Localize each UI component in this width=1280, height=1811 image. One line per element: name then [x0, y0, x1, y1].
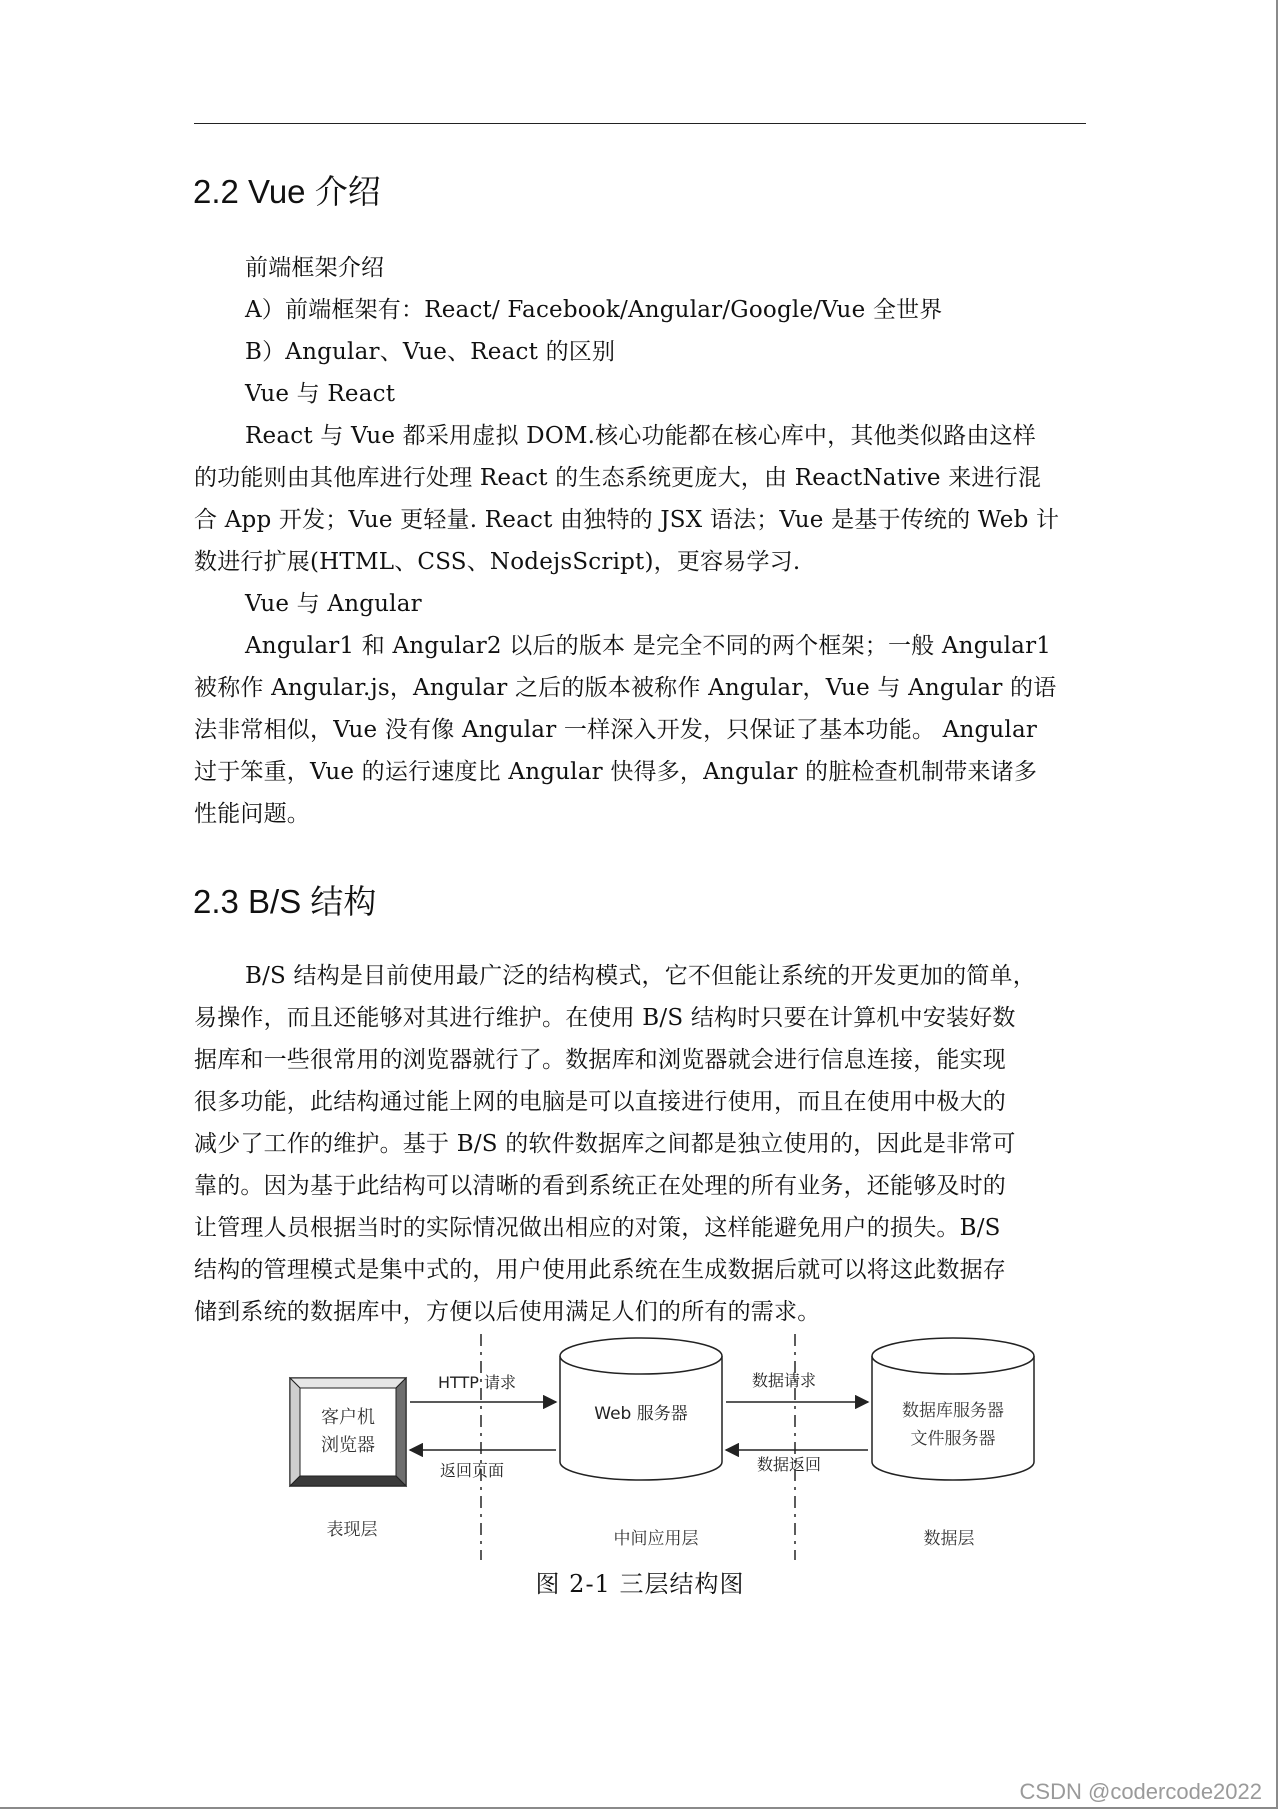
section-heading-bs: 2.3 B/S 结构 — [193, 883, 377, 920]
bs-line-8: 储到系统的数据库中，方便以后使用满足人们的所有的需求。 — [194, 1299, 821, 1325]
vue-line-1: A）前端框架有：React/ Facebook/Angular/Google/Vue 全世界 — [245, 297, 943, 323]
bs-line-7: 结构的管理模式是集中式的，用户使用此系统在生成数据后就可以将这此数据存 — [194, 1257, 1006, 1283]
vue-line-12: 过于笨重，Vue 的运行速度比 Angular 快得多，Angular 的脏检查机制带来诸多 — [194, 759, 1038, 785]
web-server-label: Web 服务器 — [594, 1404, 688, 1424]
layer-middle-label: 中间应用层 — [613, 1529, 699, 1549]
bs-line-1: 易操作，而且还能够对其进行维护。在使用 B/S 结构时只要在计算机中安装好数 — [194, 1005, 1016, 1031]
vue-line-2: B）Angular、Vue、React 的区别 — [245, 339, 616, 365]
three-tier-diagram — [280, 1330, 1110, 1570]
bs-line-4: 减少了工作的维护。基于 B/S 的软件数据库之间都是独立使用的，因此是非常可 — [194, 1131, 1016, 1157]
client-browser-box — [290, 1378, 406, 1486]
vue-line-7: 数进行扩展(HTML、CSS、NodejsScript)，更容易学习. — [194, 549, 801, 575]
bs-line-5: 靠的。因为基于此结构可以清晰的看到系统正在处理的所有业务，还能够及时的 — [194, 1173, 1006, 1199]
bs-line-2: 据库和一些很常用的浏览器就行了。数据库和浏览器就会进行信息连接，能实现 — [194, 1047, 1006, 1073]
return-page-label: 返回页面 — [440, 1461, 505, 1480]
bs-line-3: 很多功能，此结构通过能上网的电脑是可以直接进行使用，而且在使用中极大的 — [194, 1089, 1006, 1115]
header-rule — [194, 123, 1086, 124]
vue-line-5: 的功能则由其他库进行处理 React 的生态系统更庞大，由 ReactNative 来进行混 — [194, 465, 1042, 491]
layer-presentation-label: 表现层 — [326, 1520, 378, 1540]
layer-data-label: 数据层 — [923, 1529, 975, 1549]
data-request-label: 数据请求 — [752, 1371, 817, 1390]
csdn-watermark: CSDN @codercode2022 — [1019, 1779, 1262, 1804]
vue-line-10: 被称作 Angular.js，Angular 之后的版本被称作 Angular，Vue 与 Angular 的语 — [194, 675, 1057, 701]
section-heading-vue: 2.2 Vue 介绍 — [193, 173, 381, 210]
vue-line-0: 前端框架介绍 — [245, 255, 385, 281]
vue-line-4: React 与 Vue 都采用虚拟 DOM.核心功能都在核心库中，其他类似路由这样 — [245, 423, 1036, 449]
client-label-2: 浏览器 — [321, 1435, 375, 1456]
bs-line-0: B/S 结构是目前使用最广泛的结构模式，它不但能让系统的开发更加的简单， — [245, 963, 1036, 989]
vue-line-11: 法非常相似，Vue 没有像 Angular 一样深入开发，只保证了基本功能。 Angular — [194, 717, 1038, 743]
vue-line-9: Angular1 和 Angular2 以后的版本 是完全不同的两个框架；一般 Angular1 — [245, 633, 1052, 659]
db-server-label-1: 数据库服务器 — [902, 1401, 1004, 1421]
vue-line-13: 性能问题。 — [194, 801, 310, 827]
db-server-label-2: 文件服务器 — [910, 1429, 996, 1449]
bs-line-6: 让管理人员根据当时的实际情况做出相应的对策，这样能避免用户的损失。B/S — [194, 1215, 1001, 1241]
http-request-label: HTTP 请求 — [438, 1373, 517, 1392]
data-return-label: 数据返回 — [757, 1455, 822, 1474]
vue-line-6: 合 App 开发；Vue 更轻量. React 由独特的 JSX 语法；Vue 是基于传统的 Web 计 — [194, 507, 1060, 533]
figure-caption: 图 2-1 三层结构图 — [535, 1570, 745, 1598]
client-label-1: 客户机 — [321, 1407, 375, 1428]
vue-line-3: Vue 与 React — [245, 381, 396, 407]
vue-line-8: Vue 与 Angular — [245, 591, 422, 617]
